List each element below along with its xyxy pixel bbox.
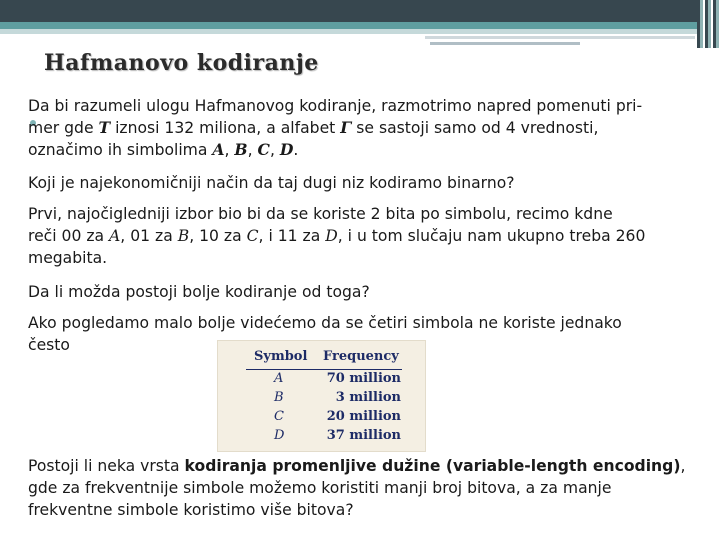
header-decoration — [0, 0, 720, 40]
table-cell-symbol: B — [274, 390, 284, 405]
text-run: Postoji li neka vrsta — [28, 457, 185, 475]
table-row — [218, 409, 425, 428]
table-cell-symbol: C — [274, 409, 284, 424]
text-run: , — [224, 141, 235, 159]
text-run: gde za frekventnije simbole možemo koristiti manji broj bitova, a za manje — [28, 479, 612, 497]
text-run: reči 00 za — [28, 227, 110, 245]
table-cell-frequency: 37 million — [326, 428, 401, 443]
text-run: , — [680, 457, 686, 475]
text-run: označimo ih simbolima — [28, 141, 213, 159]
symbol-C: C — [257, 140, 270, 159]
table-row — [218, 428, 425, 447]
paragraph-fixed-length — [28, 203, 700, 269]
paragraph-intro — [28, 95, 700, 161]
header-bar-light — [0, 29, 697, 34]
text-run: . — [293, 141, 299, 159]
header-bar-dark — [0, 0, 697, 22]
text-run: , i u tom slučaju nam ukupno treba 260 — [337, 227, 646, 245]
table-cell-frequency: 3 million — [335, 390, 401, 405]
symbol-T: T — [98, 118, 111, 137]
text-run: , 10 za — [189, 227, 247, 245]
text-run: , — [247, 141, 258, 159]
text-run: Da bi razumeli ulogu Hafmanovog kodiranje, razmotrimo napred pomenuti pri- — [28, 97, 643, 115]
text-run: megabita. — [28, 249, 108, 267]
header-line-1 — [425, 36, 695, 39]
table-header-frequency: Frequency — [323, 349, 399, 364]
table-cell-frequency: 20 million — [326, 409, 401, 424]
text-run: Prvi, najočigledniji izbor bio bi da se koriste 2 bita po simbolu, recimo kdne — [28, 205, 613, 223]
table-header-symbol: Symbol — [254, 349, 308, 364]
header-bar-right — [697, 0, 720, 48]
table-row — [218, 390, 425, 409]
text-run: iznosi 132 miliona, a alfabet — [110, 119, 341, 137]
text-run: Ako pogledamo malo bolje videćemo da se četiri simbola ne koriste jednako — [28, 314, 622, 332]
symbol-A: A — [212, 140, 225, 159]
text-run: mer gde — [28, 119, 99, 137]
symbol-A: A — [109, 227, 121, 245]
symbol-gamma: Γ — [340, 118, 352, 137]
symbol-B: B — [177, 227, 190, 245]
symbol-B: B — [234, 140, 248, 159]
table-cell-symbol: D — [274, 428, 285, 443]
paragraph-question: Koji je najekonomičniji način da taj dugi niz kodiramo binarno? — [28, 174, 515, 192]
symbol-D: D — [325, 227, 338, 245]
paragraph-variable-length — [28, 455, 700, 521]
header-bar-teal — [0, 22, 697, 29]
table-cell-frequency: 70 million — [326, 371, 401, 386]
emphasized-term: kodiranja promenljive dužine (variable-length encoding) — [184, 457, 681, 475]
table-rule — [246, 369, 402, 370]
paragraph-better: Da li možda postoji bolje kodiranje od toga? — [28, 283, 370, 301]
frequency-table — [217, 340, 426, 452]
symbol-C: C — [246, 227, 259, 245]
symbol-D: D — [279, 140, 294, 159]
text-run: frekventne simbole koristimo više bitova? — [28, 501, 354, 519]
table-row — [218, 371, 425, 390]
text-run: , 01 za — [120, 227, 178, 245]
table-cell-symbol: A — [274, 371, 284, 386]
slide-title: Hafmanovo kodiranje — [44, 50, 319, 76]
text-run: , — [269, 141, 280, 159]
text-run: se sastoji samo od 4 vrednosti, — [351, 119, 599, 137]
text-run: često — [28, 336, 70, 354]
text-run: , i 11 za — [258, 227, 326, 245]
header-line-2 — [430, 42, 580, 45]
